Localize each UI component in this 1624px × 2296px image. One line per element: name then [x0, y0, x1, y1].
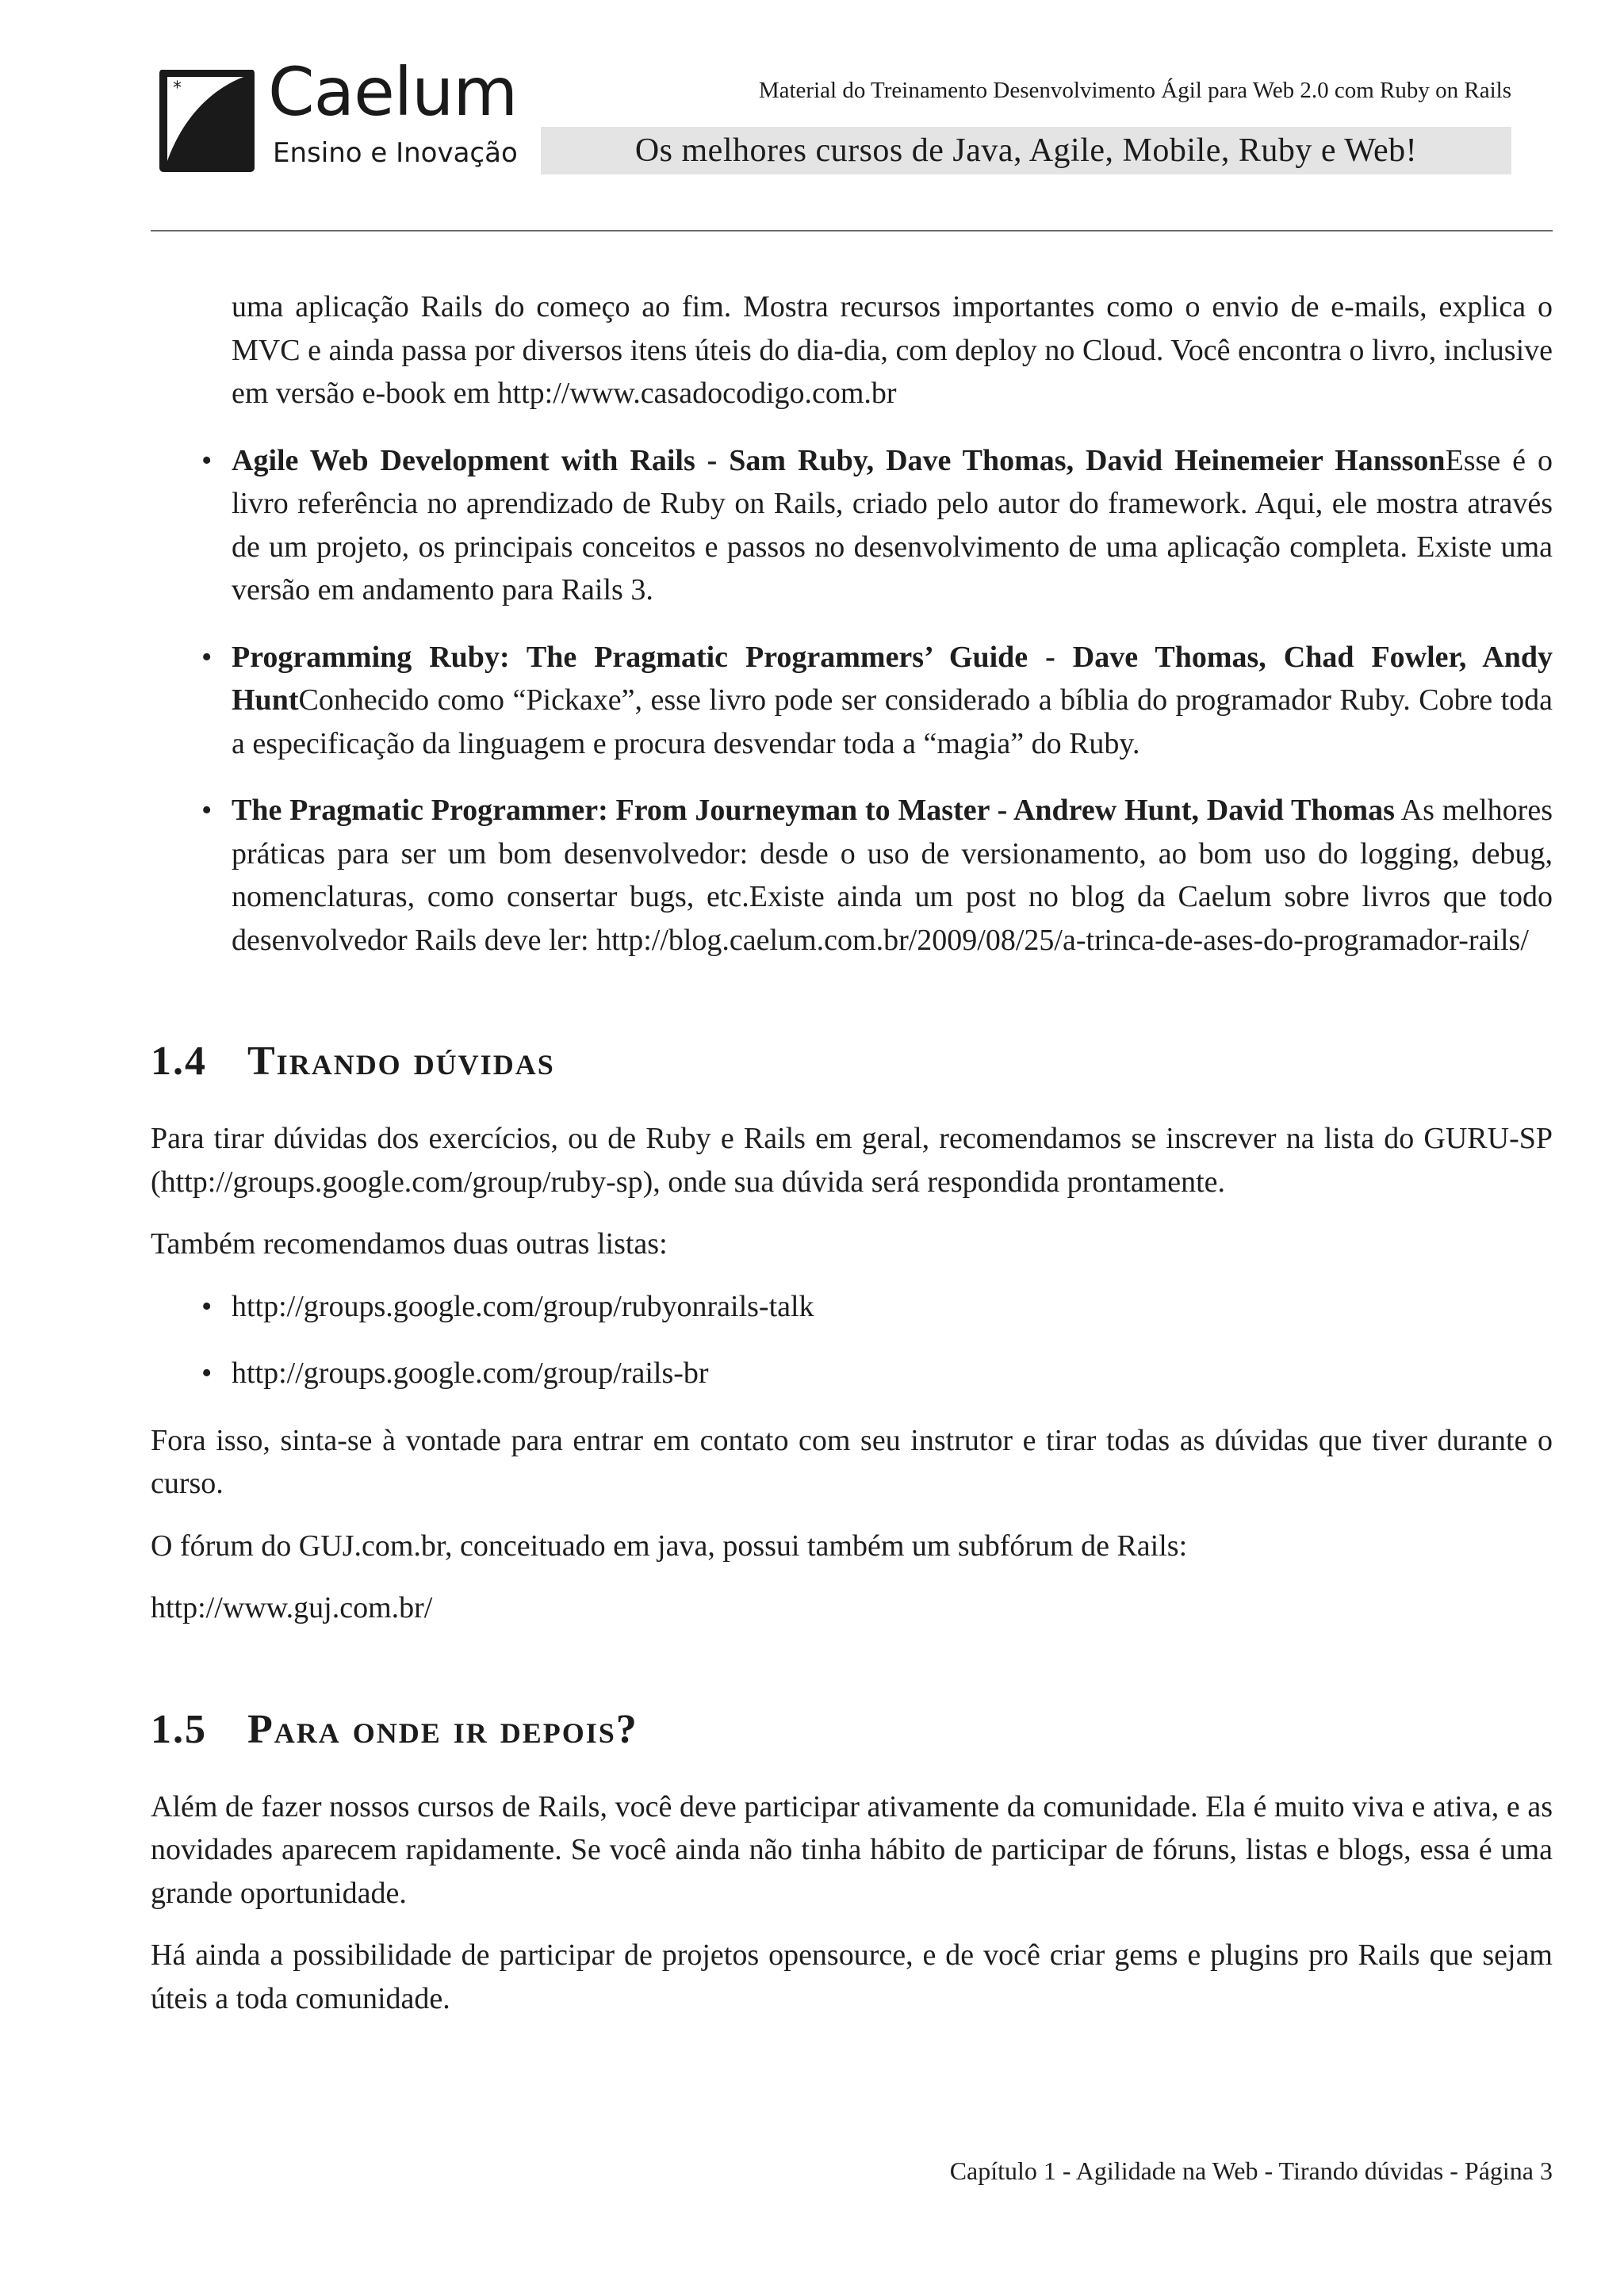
svg-text:*: * — [173, 78, 182, 98]
section-title: Para onde ir depois? — [247, 1706, 638, 1752]
section-number: 1.4 — [151, 1039, 207, 1084]
intro-paragraph: uma aplicação Rails do começo ao fim. Mostra recursos importantes como o envio de e-mails, explica o MVC e ainda passa por diversos itens úteis do dia-dia, com deploy no Cloud. Você encontra o livro, inclusive em versão e-book em http://www.casadocodigo.com.br — [232, 290, 1553, 410]
book-item — [232, 439, 1553, 612]
list-item — [232, 1352, 1553, 1395]
book-description: Conhecido como “Pickaxe”, esse livro pode ser considerado a bíblia do programador Ruby. Cobre toda a especificação da linguagem e procura desvendar toda a “magia” do Ruby. — [232, 683, 1553, 760]
paragraph: Também recomendamos duas outras listas: — [151, 1227, 668, 1261]
logo-tagline: Ensino e Inovação — [273, 137, 518, 169]
book-description: Esse é o livro referência no aprendizado de Ruby on Rails, criado pelo autor do framework. Aqui, ele mostra através de um projeto, os principais conceitos e passos no desenvolvimento de uma aplicação completa. Existe uma versão em andamento para Rails 3. — [232, 443, 1553, 607]
page-footer: Capítulo 1 - Agilidade na Web - Tirando dúvidas - Página 3 — [949, 2156, 1553, 2185]
header-slogan: Os melhores cursos de Java, Agile, Mobile, Ruby e Web! — [541, 127, 1511, 174]
book-title: The Pragmatic Programmer: From Journeyman to Master - Andrew Hunt, David Thomas — [232, 794, 1395, 827]
list-item — [232, 1285, 1553, 1329]
paragraph: Além de fazer nossos cursos de Rails, você deve participar ativamente da comunidade. Ela é muito viva e ativa, e as novidades aparecem rapidamente. Se você ainda não tinha hábito de participar de fóruns, listas e blogs, essa é uma grande oportunidade. — [151, 1789, 1553, 1910]
book-list — [151, 439, 1553, 962]
book-item — [232, 636, 1553, 766]
link-text: http://groups.google.com/group/rubyonrails-talk — [232, 1289, 814, 1323]
book-title: Programming Ruby: The Pragmatic Programmers’ Guide - Dave Thomas, Chad Fowler, Andy Hunt — [232, 640, 1553, 717]
header-material-title: Material do Treinamento Desenvolvimento Ágil para Web 2.0 com Ruby on Rails — [758, 78, 1511, 103]
paragraph: Fora isso, sinta-se à vontade para entrar em contato com seu instrutor e tirar todas as dúvidas que tiver durante o curso. — [151, 1423, 1553, 1500]
link-text: http://groups.google.com/group/rails-br — [232, 1357, 709, 1390]
paragraph: Há ainda a possibilidade de participar de projetos opensource, e de você criar gems e plugins pro Rails que sejam úteis a toda comunidade. — [151, 1938, 1553, 2015]
mailing-list-links — [151, 1285, 1553, 1395]
paragraph: http://www.guj.com.br/ — [151, 1591, 433, 1624]
page-content — [151, 285, 1553, 2039]
caelum-logo-mark-icon — [159, 70, 255, 173]
section-heading-1-4 — [151, 1038, 1553, 1085]
section-number: 1.5 — [151, 1706, 207, 1752]
section-heading-1-5 — [151, 1706, 1553, 1754]
caelum-logo — [159, 53, 518, 177]
logo-name: Caelum — [268, 53, 518, 131]
book-item — [232, 789, 1553, 962]
paragraph: Para tirar dúvidas dos exercícios, ou de Ruby e Rails em geral, recomendamos se inscrever na lista do GURU-SP (http://groups.google.com/group/ruby-sp), onde sua dúvida será respondida prontamente. — [151, 1122, 1553, 1199]
book-description: As melhores práticas para ser um bom desenvolvedor: desde o uso de versionamento, ao bom uso do logging, debug, nomenclaturas, como consertar bugs, etc.Existe ainda um post no blog da Caelum sobre livros que todo desenvolvedor Rails deve ler: http://blog.caelum.com.br/2009/08/25/a-trinca-de-ases-do-programador-rails/ — [232, 794, 1553, 957]
section-title: Tirando dúvidas — [247, 1039, 555, 1084]
book-title: Agile Web Development with Rails - Sam Ruby, Dave Thomas, David Heinemeier Hansson — [232, 443, 1446, 477]
paragraph: O fórum do GUJ.com.br, conceituado em java, possui também um subfórum de Rails: — [151, 1529, 1188, 1563]
header-divider — [151, 230, 1553, 232]
